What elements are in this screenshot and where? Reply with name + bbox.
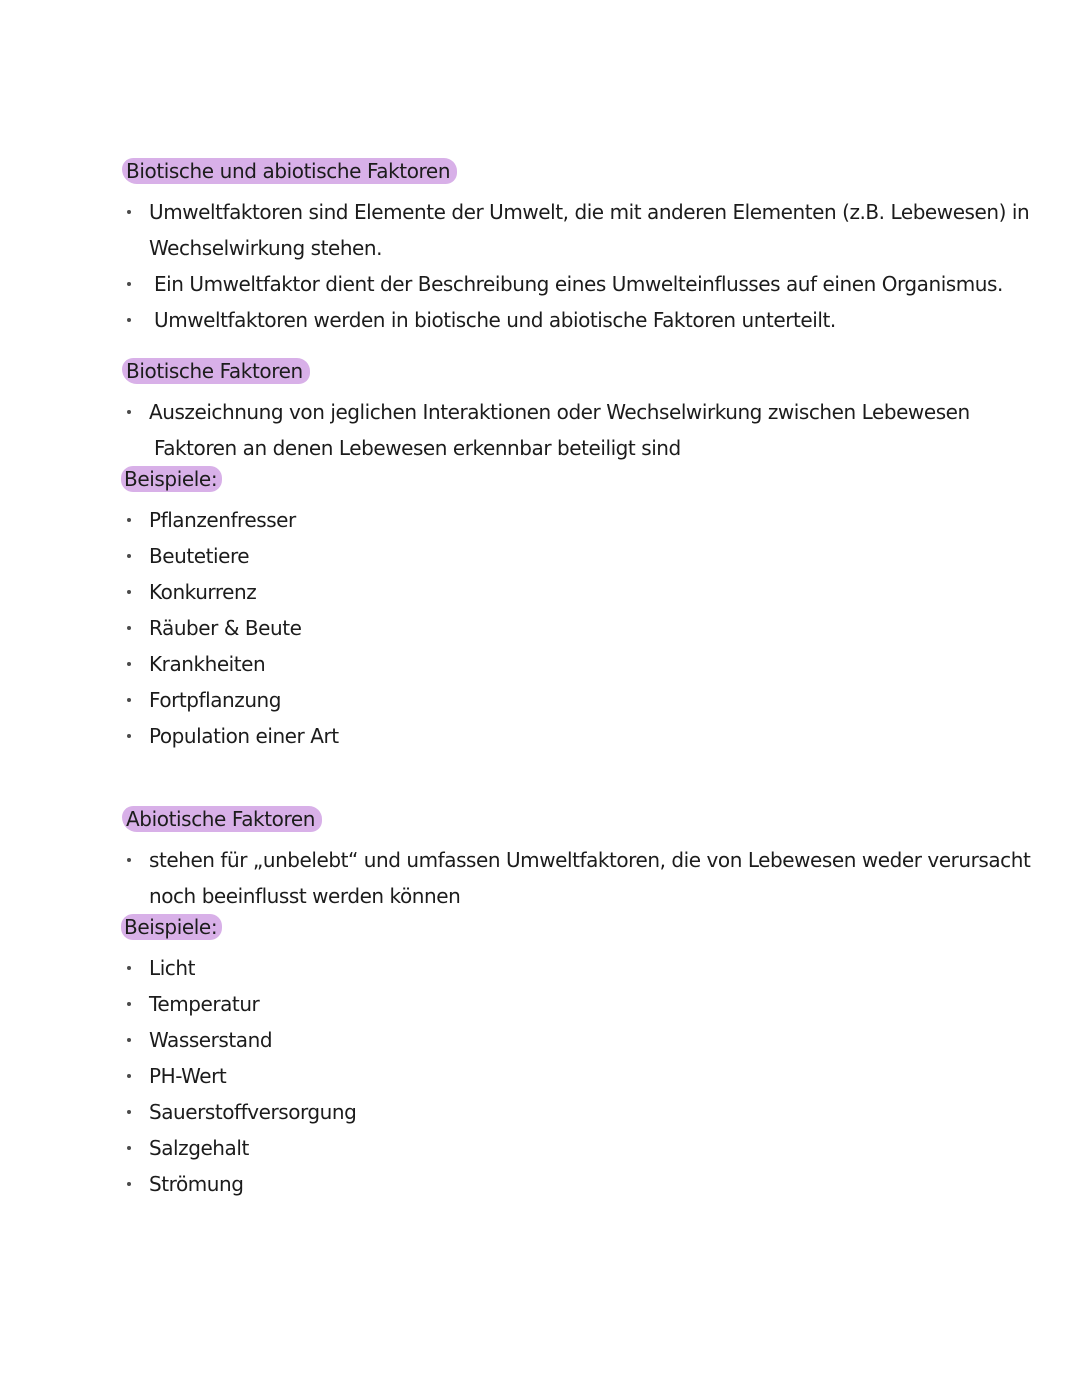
list-item: Fortpflanzung (122, 682, 942, 718)
section-intro (122, 158, 942, 194)
abiotic-description-list (122, 842, 1031, 914)
abiotic-examples-list (122, 950, 942, 1202)
list-item: Räuber & Beute (122, 610, 942, 646)
list-item: Pflanzenfresser (122, 502, 942, 538)
bullet-dot-icon (127, 210, 131, 214)
list-item-continuation: Faktoren an denen Lebewesen erkennbar beteiligt sind (154, 436, 681, 460)
list-item: Konkurrenz (122, 574, 942, 610)
list-item: Umweltfaktoren werden in biotische und abiotische Faktoren unterteilt. (122, 302, 942, 338)
bullet-dot-icon (127, 554, 131, 558)
bullet-dot-icon (127, 662, 131, 666)
list-item: Salzgehalt (122, 1130, 942, 1166)
list-item: Wasserstand (122, 1022, 942, 1058)
list-item: Strömung (122, 1166, 942, 1202)
bullet-dot-icon (127, 1074, 131, 1078)
bullet-dot-icon (127, 1110, 131, 1114)
bullet-dot-icon (127, 1146, 131, 1150)
biotic-description-list (122, 394, 970, 466)
list-item: Auszeichnung von jeglichen Interaktionen oder Wechselwirkung zwischen Lebewesen (122, 394, 942, 430)
list-item-continuation: noch beeinflusst werden können (149, 884, 461, 908)
list-item: Umweltfaktoren sind Elemente der Umwelt, die mit anderen Elementen (z.B. Lebewesen) in (122, 194, 942, 230)
list-item: Temperatur (122, 986, 942, 1022)
section-abiotic (122, 806, 942, 842)
bullet-dot-icon (127, 734, 131, 738)
list-item: Sauerstoffversorgung (122, 1094, 942, 1130)
list-item: Licht (122, 950, 942, 986)
bullet-dot-icon (127, 590, 131, 594)
section-biotic (122, 358, 942, 394)
biotic-examples-label: Beispiele: (121, 466, 942, 502)
section-title-biotic: Biotische Faktoren (122, 358, 310, 384)
bullet-dot-icon (127, 1182, 131, 1186)
list-item: Beutetiere (122, 538, 942, 574)
bullet-dot-icon (127, 698, 131, 702)
section-title-abiotic: Abiotische Faktoren (122, 806, 322, 832)
note-page (122, 158, 1031, 1202)
list-item: stehen für „unbelebt“ und umfassen Umweltfaktoren, die von Lebewesen weder verursacht (122, 842, 942, 878)
bullet-dot-icon (127, 518, 131, 522)
bullet-dot-icon (127, 626, 131, 630)
bullet-dot-icon (127, 282, 131, 286)
bullet-dot-icon (127, 858, 131, 862)
list-item-continuation: Wechselwirkung stehen. (149, 236, 383, 260)
intro-bullet-list (122, 194, 1030, 338)
bullet-dot-icon (127, 1002, 131, 1006)
list-item: Population einer Art (122, 718, 942, 754)
abiotic-examples-label: Beispiele: (121, 914, 942, 950)
section-title-intro: Biotische und abiotische Faktoren (122, 158, 457, 184)
bullet-dot-icon (127, 318, 131, 322)
bullet-dot-icon (127, 966, 131, 970)
bullet-dot-icon (127, 410, 131, 414)
list-item: PH-Wert (122, 1058, 942, 1094)
list-item: Ein Umweltfaktor dient der Beschreibung eines Umwelteinflusses auf einen Organismus. (122, 266, 942, 302)
bullet-dot-icon (127, 1038, 131, 1042)
biotic-examples-list (122, 502, 942, 754)
list-item: Krankheiten (122, 646, 942, 682)
